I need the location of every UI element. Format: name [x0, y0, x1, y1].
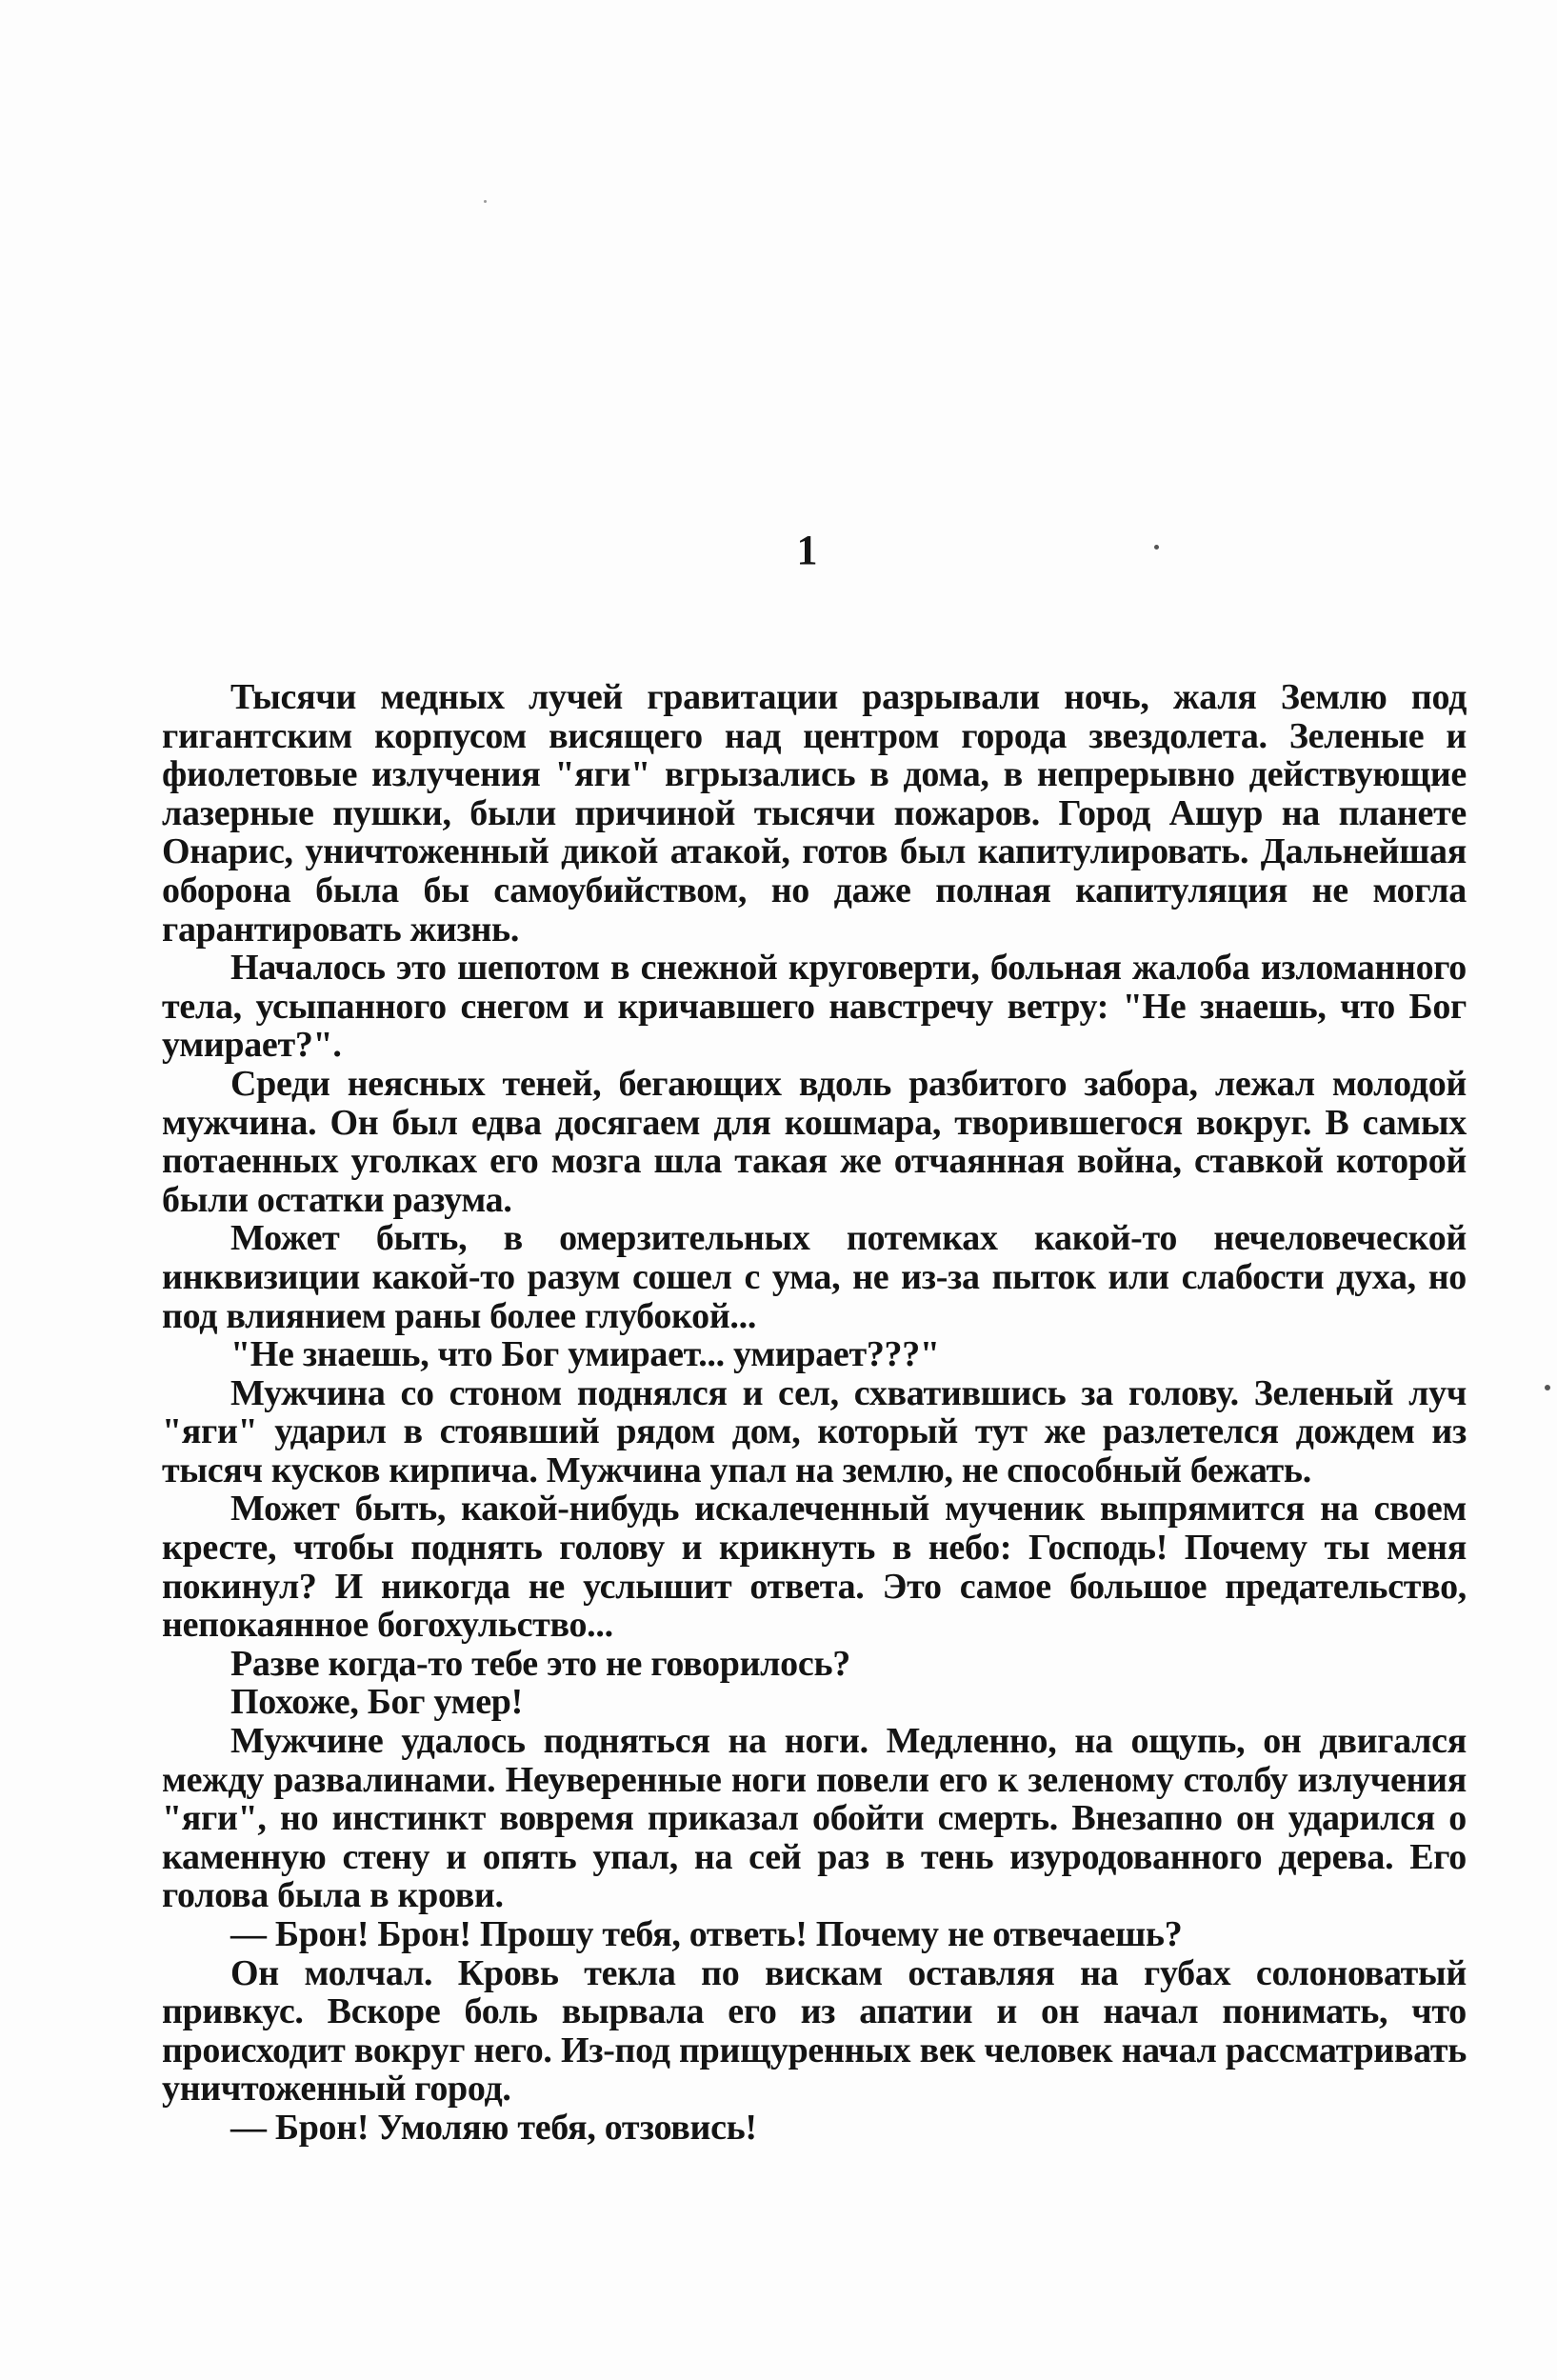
- paragraph: Тысячи медных лучей гравитации разрывали ночь, жаля Землю под гигантским корпусом висящего над центром города звездолета. Зеленые и фиолетовые излучения "яги" вгрызались в дома, в непрерывно действующие лазерные пушки, были причиной тысячи пожаров. Город Ашур на планете Онарис, уничтоженный дикой атакой, готов был капитулировать. Дальнейшая оборона была бы самоубийством, но даже полная капитуляция не могла гарантировать жизнь.: [162, 677, 1467, 950]
- paragraph: Он молчал. Кровь текла по вискам оставляя на губах солоноватый привкус. Вскоре боль вырвала его из апатии и он начал понимать, что происходит вокруг него. Из-под прищуренных век человек начал рассматривать уничтоженный город.: [162, 1952, 1467, 2110]
- scan-speck: [1545, 1385, 1550, 1390]
- paragraph: Похоже, Бог умер!: [230, 1682, 523, 1723]
- paragraph: Разве когда-то тебе это не говорилось?: [230, 1643, 850, 1684]
- paragraph: — Брон! Брон! Прошу тебя, ответь! Почему не отвечаешь?: [230, 1914, 1183, 1954]
- paragraph: Началось это шепотом в снежной круговерти, больная жалоба изломанного тела, усыпанного снегом и кричавшего навстречу ветру: "Не знаешь, что Бог умирает?".: [162, 948, 1467, 1066]
- paragraph: Мужчина со стоном поднялся и сел, схватившись за голову. Зеленый луч "яги" ударил в стоявший рядом дом, который тут же разлетелся дождем из тысяч кусков кирпича. Мужчина упал на землю, не способный бежать.: [162, 1372, 1467, 1490]
- paragraph: Мужчине удалось подняться на ноги. Медленно, на ощупь, он двигался между развалинами. Неуверенные ноги повели его к зеленому столбу излучения "яги", но инстинкт вовремя приказал обойти смерть. Внезапно он ударился о каменную стену и опять упал, на сей раз в тень изуродованного дерева. Его голова была в крови.: [162, 1721, 1467, 1916]
- paragraph: — Брон! Умоляю тебя, отзовись!: [230, 2107, 757, 2148]
- scan-speck: [484, 200, 487, 203]
- paragraph: Среди неясных теней, бегающих вдоль разбитого забора, лежал молодой мужчина. Он был едва досягаем для кошмара, творившегося вокруг. В самых потаенных уголках его мозга шла такая же отчаянная война, ставкой которой были остатки разума.: [162, 1063, 1467, 1220]
- paragraph: Может быть, какой-нибудь искалеченный мученик выпрямится на своем кресте, чтобы поднять голову и крикнуть в небо: Господь! Почему ты меня покинул? И никогда не услышит ответа. Это самое большое предательство, непокаянное богохульство...: [162, 1489, 1467, 1646]
- chapter-body: [162, 678, 1467, 2148]
- paragraph: "Не знаешь, что Бог умирает... умирает???": [230, 1334, 940, 1375]
- paragraph: Может быть, в омерзительных потемках какой-то нечеловеческой инквизиции какой-то разум сошел с ума, не из-за пыток или слабости духа, но под влиянием раны более глубокой...: [162, 1218, 1467, 1336]
- scan-speck: [1154, 545, 1159, 550]
- chapter-number: 1: [796, 527, 818, 573]
